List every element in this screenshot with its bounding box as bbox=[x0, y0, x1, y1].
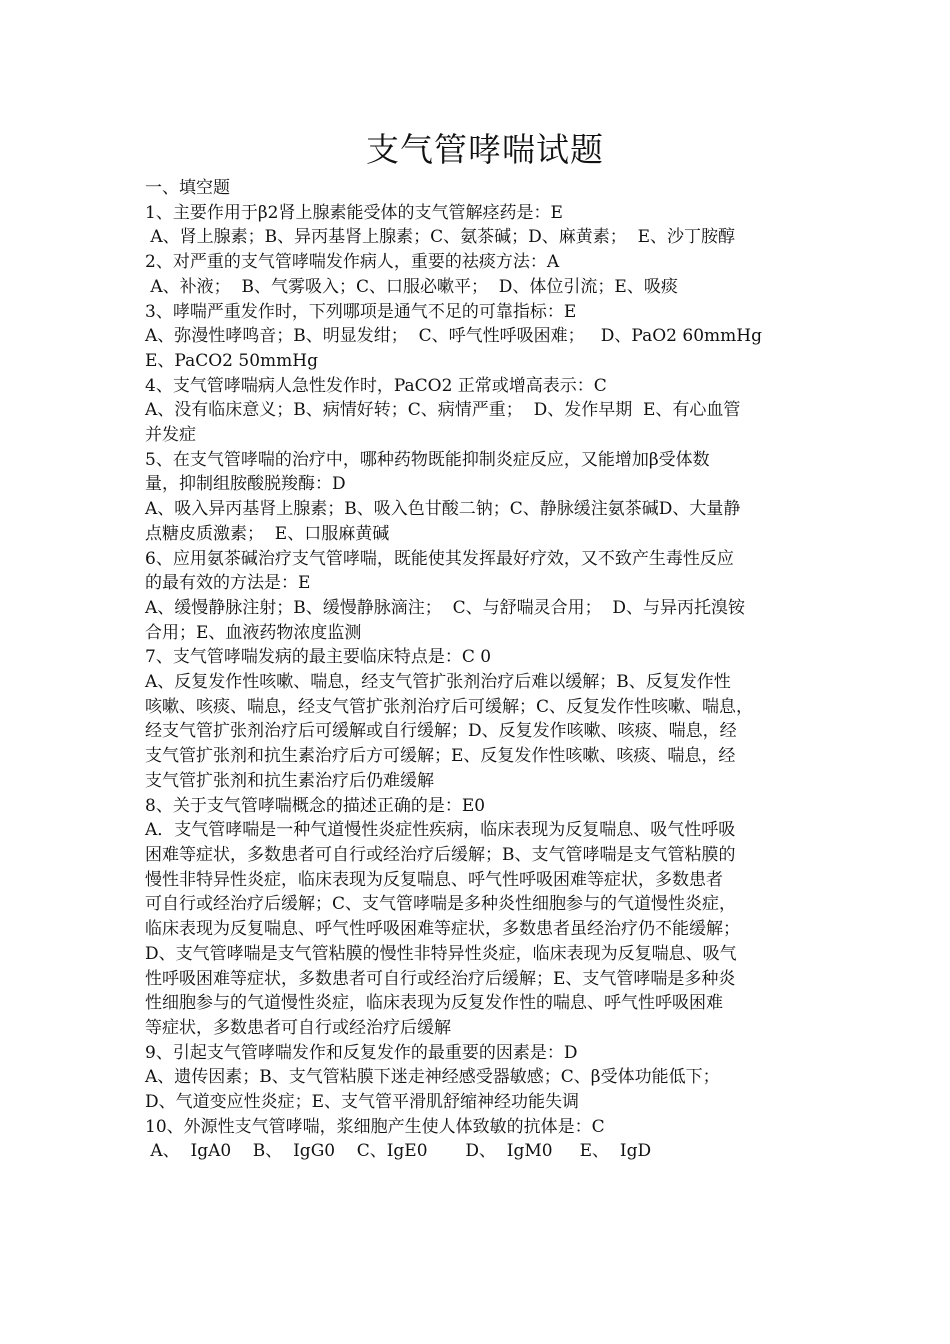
text-line: 一、填空题 bbox=[145, 178, 230, 198]
text-line: A、没有临床意义；B、病情好转；C、病情严重； D、发作早期 E、有心血管 bbox=[145, 400, 741, 421]
document-body bbox=[145, 176, 825, 1164]
text-line: 性细胞参与的气道慢性炎症，临床表现为反复发作性的喘息、呼气性呼吸困难 bbox=[145, 993, 723, 1014]
text-line: 支气管扩张剂和抗生素治疗后方可缓解；E、反复发作性咳嗽、咳痰、喘息，经 bbox=[145, 746, 736, 767]
text-line: A、遗传因素；B、支气管粘膜下迷走神经感受器敏感；C、β受体功能低下； bbox=[145, 1067, 720, 1088]
text-line: 4、支气管哮喘病人急性发作时，PaCO2 正常或增高表示：C bbox=[145, 375, 607, 396]
text-line: 支气管扩张剂和抗生素治疗后仍难缓解 bbox=[145, 770, 434, 791]
text-line: 的最有效的方法是：E bbox=[145, 573, 311, 594]
text-line: A、补液； B、气雾吸入；C、口服必嗽平； D、体位引流；E、吸痰 bbox=[145, 276, 678, 297]
text-line: A、吸入异丙基肾上腺素；B、吸入色甘酸二钠；C、静脉缓注氨茶碱D、大量静 bbox=[145, 499, 741, 520]
text-line: 7、支气管哮喘发病的最主要临床特点是：C 0 bbox=[145, 647, 492, 668]
text-line: 10、外源性支气管哮喘，浆细胞产生使人体致敏的抗体是：C bbox=[145, 1116, 605, 1137]
text-line: 1、主要作用于β2肾上腺素能受体的支气管解痉药是：E bbox=[145, 202, 563, 223]
document-page bbox=[145, 128, 825, 1164]
text-line: D、气道变应性炎症；E、支气管平滑肌舒缩神经功能失调 bbox=[145, 1092, 580, 1113]
text-line: 量，抑制组胺酸脱羧酶：D bbox=[145, 474, 346, 495]
text-line: 合用；E、血液药物浓度监测 bbox=[145, 622, 362, 643]
text-line: A．支气管哮喘是一种气道慢性炎症性疾病，临床表现为反复喘息、吸气性呼吸 bbox=[145, 820, 736, 841]
text-line: 咳嗽、咳痰、喘息，经支气管扩张剂治疗后可缓解；C、反复发作性咳嗽、喘息， bbox=[145, 696, 754, 717]
text-line: A、肾上腺素；B、异丙基肾上腺素；C、氨茶碱；D、麻黄素； E、沙丁胺醇 bbox=[145, 227, 736, 248]
text-line: 8、关于支气管哮喘概念的描述正确的是：E0 bbox=[145, 795, 486, 816]
text-line: 并发症 bbox=[145, 425, 196, 446]
text-line: E、PaCO2 50mmHg bbox=[145, 350, 318, 371]
document-title: 支气管哮喘试题 bbox=[366, 130, 604, 169]
text-line: 等症状，多数患者可自行或经治疗后缓解 bbox=[145, 1017, 451, 1038]
text-line: 6、应用氨茶碱治疗支气管哮喘，既能使其发挥最好疗效，又不致产生毒性反应 bbox=[145, 548, 734, 569]
text-line: A、缓慢静脉注射；B、缓慢静脉滴注； C、与舒喘灵合用； D、与异丙托溴铵 bbox=[145, 597, 746, 618]
text-line: 2、对严重的支气管哮喘发作病人，重要的祛痰方法：A bbox=[145, 252, 560, 273]
text-line: 临床表现为反复喘息、呼气性呼吸困难等症状，多数患者虽经治疗仍不能缓解； bbox=[145, 919, 740, 940]
text-line: A、反复发作性咳嗽、喘息，经支气管扩张剂治疗后难以缓解；B、反复发作性 bbox=[145, 672, 731, 693]
text-line: A、 IgA0 B、 IgG0 C、IgE0 D、 IgM0 E、 IgD bbox=[145, 1141, 652, 1162]
text-line: 5、在支气管哮喘的治疗中，哪种药物既能抑制炎症反应，又能增加β受体数 bbox=[145, 449, 710, 470]
text-line: 慢性非特异性炎症，临床表现为反复喘息、呼气性呼吸困难等症状，多数患者 bbox=[145, 869, 723, 890]
text-line: 困难等症状，多数患者可自行或经治疗后缓解；B、支气管哮喘是支气管粘膜的 bbox=[145, 844, 736, 865]
text-line: 可自行或经治疗后缓解；C、支气管哮喘是多种炎性细胞参与的气道慢性炎症， bbox=[145, 894, 737, 915]
text-line: 经支气管扩张剂治疗后可缓解或自行缓解；D、反复发作咳嗽、咳痰、喘息，经 bbox=[145, 721, 737, 742]
text-line: 9、引起支气管哮喘发作和反复发作的最重要的因素是：D bbox=[145, 1042, 578, 1063]
text-line: 性呼吸困难等症状，多数患者可自行或经治疗后缓解；E、支气管哮喘是多种炎 bbox=[145, 968, 736, 989]
text-line: A、弥漫性哮鸣音；B、明显发绀； C、呼气性呼吸困难； D、PaO2 60mmHg bbox=[145, 326, 762, 347]
text-line: D、支气管哮喘是支气管粘膜的慢性非特异性炎症，临床表现为反复喘息、吸气 bbox=[145, 943, 737, 964]
text-line: 点糖皮质激素； E、口服麻黄碱 bbox=[145, 523, 390, 544]
text-line: 3、哮喘严重发作时，下列哪项是通气不足的可靠指标：E bbox=[145, 301, 577, 322]
